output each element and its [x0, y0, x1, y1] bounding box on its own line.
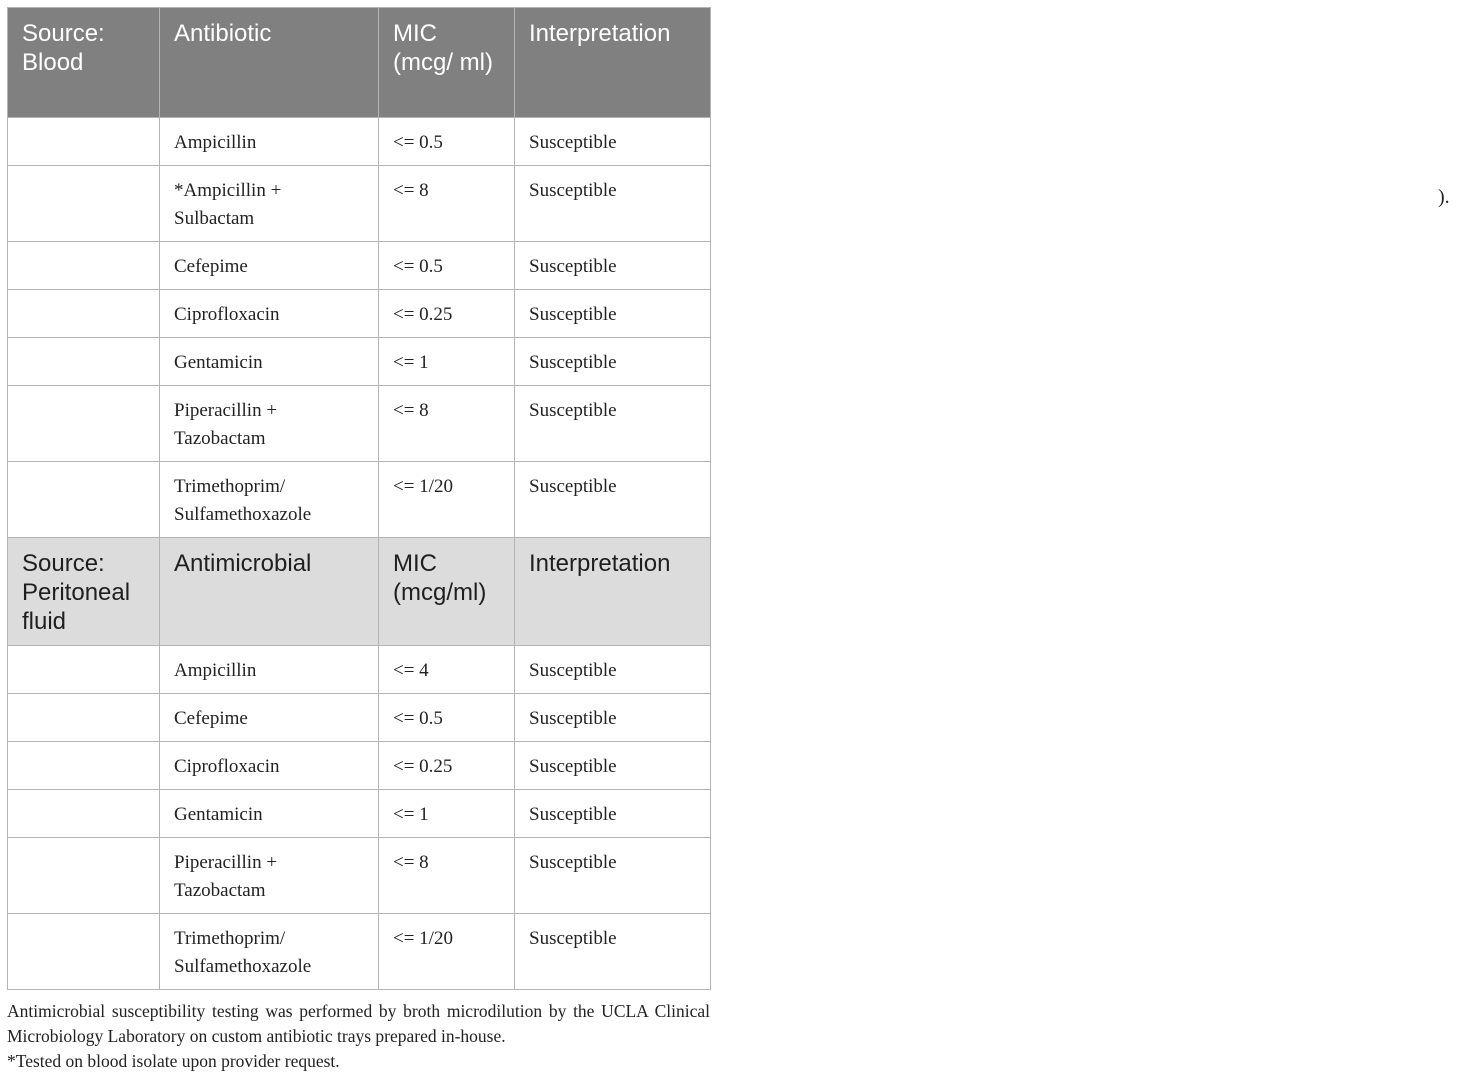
- interpretation-cell: Susceptible: [515, 166, 711, 242]
- table-row: [8, 790, 711, 838]
- blood-interpretation-header: Interpretation: [515, 8, 711, 118]
- blood-antibiotic-header: Antibiotic: [160, 8, 379, 118]
- table-row: [8, 338, 711, 386]
- interpretation-cell: Susceptible: [515, 338, 711, 386]
- mic-cell: <= 0.5: [379, 242, 515, 290]
- drug-cell: Gentamicin: [160, 790, 379, 838]
- table-row: [8, 166, 711, 242]
- drug-cell: *Ampicillin + Sulbactam: [160, 166, 379, 242]
- table-row: [8, 386, 711, 462]
- peritoneal-source-header: Source: Peritoneal fluid: [8, 538, 160, 646]
- drug-cell: Piperacillin + Tazobactam: [160, 838, 379, 914]
- table-row: [8, 118, 711, 166]
- peritoneal-interpretation-header: Interpretation: [515, 538, 711, 646]
- interpretation-cell: Susceptible: [515, 386, 711, 462]
- mic-cell: <= 8: [379, 166, 515, 242]
- susceptibility-table-container: [7, 7, 710, 990]
- table-row: [8, 838, 711, 914]
- interpretation-cell: Susceptible: [515, 118, 711, 166]
- table-footnotes: [7, 999, 710, 1074]
- interpretation-cell: Susceptible: [515, 790, 711, 838]
- drug-cell: Ampicillin: [160, 118, 379, 166]
- susceptibility-table: [7, 7, 711, 990]
- mic-cell: <= 8: [379, 838, 515, 914]
- interpretation-cell: Susceptible: [515, 914, 711, 990]
- interpretation-cell: Susceptible: [515, 242, 711, 290]
- mic-cell: <= 1: [379, 338, 515, 386]
- mic-cell: <= 0.25: [379, 742, 515, 790]
- blood-header-row: [8, 8, 711, 118]
- interpretation-cell: Susceptible: [515, 290, 711, 338]
- peritoneal-header-row: [8, 538, 711, 646]
- mic-cell: <= 0.5: [379, 694, 515, 742]
- table-row: [8, 290, 711, 338]
- interpretation-cell: Susceptible: [515, 694, 711, 742]
- source-cell: [8, 790, 160, 838]
- table-row: [8, 742, 711, 790]
- drug-cell: Trimethoprim/ Sulfamethoxazole: [160, 462, 379, 538]
- drug-cell: Piperacillin + Tazobactam: [160, 386, 379, 462]
- source-cell: [8, 290, 160, 338]
- source-cell: [8, 694, 160, 742]
- source-cell: [8, 386, 160, 462]
- interpretation-cell: Susceptible: [515, 742, 711, 790]
- asterisk-footnote: *Tested on blood isolate upon provider request.: [7, 1051, 340, 1071]
- blood-source-header: Source: Blood: [8, 8, 160, 118]
- interpretation-cell: Susceptible: [515, 462, 711, 538]
- peritoneal-antimicrobial-header: Antimicrobial: [160, 538, 379, 646]
- source-cell: [8, 838, 160, 914]
- mic-cell: <= 8: [379, 386, 515, 462]
- mic-cell: <= 0.25: [379, 290, 515, 338]
- mic-cell: <= 1: [379, 790, 515, 838]
- source-cell: [8, 742, 160, 790]
- source-cell: [8, 118, 160, 166]
- interpretation-cell: Susceptible: [515, 646, 711, 694]
- mic-cell: <= 0.5: [379, 118, 515, 166]
- blood-mic-header: MIC (mcg/ ml): [379, 8, 515, 118]
- drug-cell: Ciprofloxacin: [160, 742, 379, 790]
- table-row: [8, 694, 711, 742]
- drug-cell: Ampicillin: [160, 646, 379, 694]
- stray-punctuation: ).: [1438, 186, 1450, 208]
- method-footnote: Antimicrobial susceptibility testing was performed by broth microdilution by the UCLA Clinical Microbiology Laboratory on custom antibiotic trays prepared in-house.: [7, 1001, 710, 1046]
- drug-cell: Gentamicin: [160, 338, 379, 386]
- drug-cell: Cefepime: [160, 694, 379, 742]
- table-row: [8, 646, 711, 694]
- table-row: [8, 462, 711, 538]
- table-row: [8, 242, 711, 290]
- source-cell: [8, 338, 160, 386]
- mic-cell: <= 1/20: [379, 914, 515, 990]
- mic-cell: <= 1/20: [379, 462, 515, 538]
- peritoneal-mic-header: MIC (mcg/ml): [379, 538, 515, 646]
- drug-cell: Ciprofloxacin: [160, 290, 379, 338]
- source-cell: [8, 646, 160, 694]
- drug-cell: Cefepime: [160, 242, 379, 290]
- drug-cell: Trimethoprim/ Sulfamethoxazole: [160, 914, 379, 990]
- source-cell: [8, 914, 160, 990]
- source-cell: [8, 242, 160, 290]
- mic-cell: <= 4: [379, 646, 515, 694]
- source-cell: [8, 166, 160, 242]
- source-cell: [8, 462, 160, 538]
- interpretation-cell: Susceptible: [515, 838, 711, 914]
- table-row: [8, 914, 711, 990]
